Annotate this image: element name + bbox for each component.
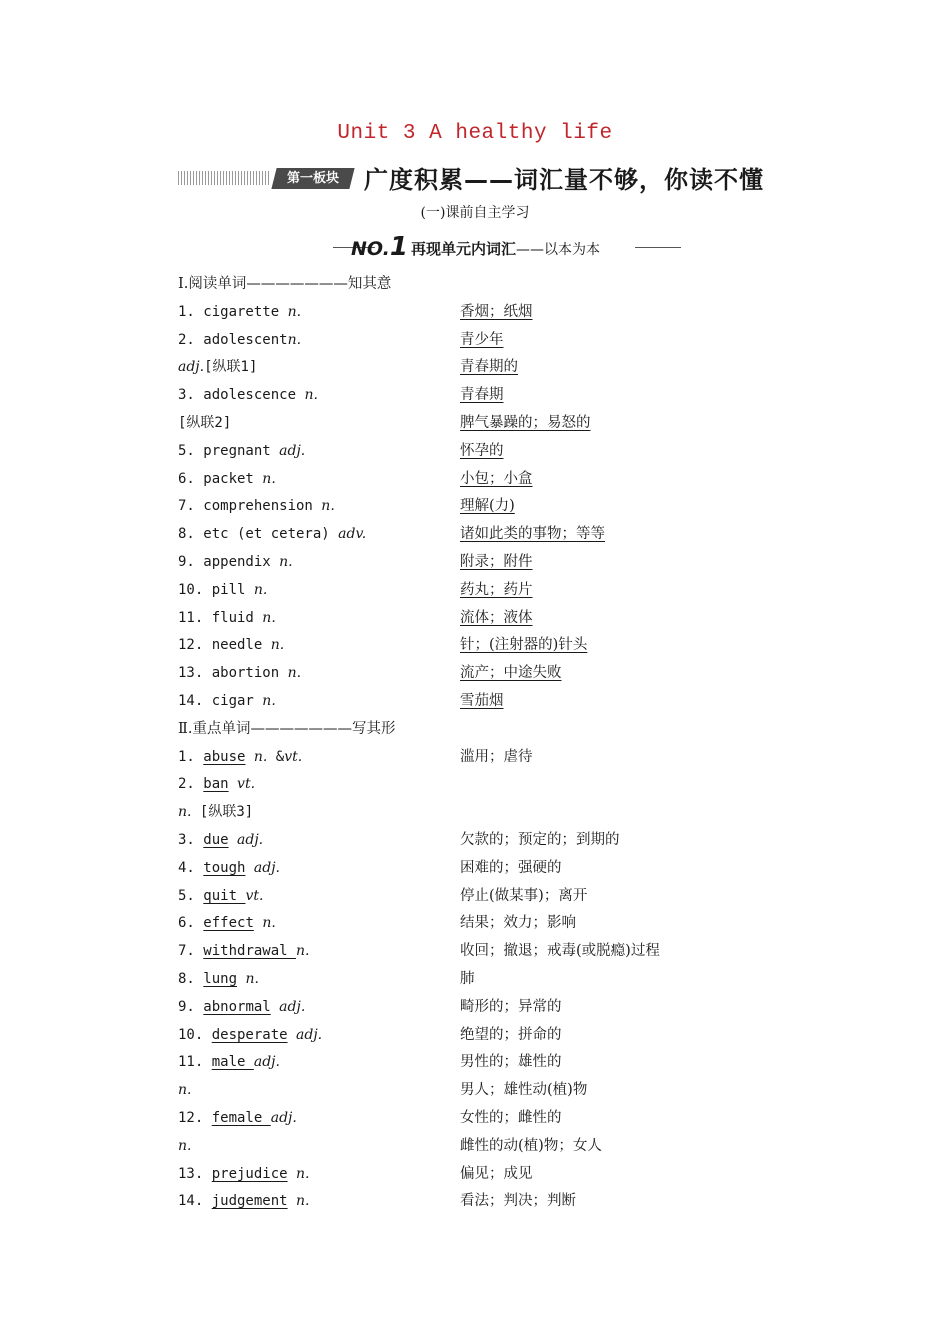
vocab-row (0, 327, 950, 355)
section-no1-header (333, 232, 683, 262)
entry-gap (245, 749, 253, 765)
vocab-entry (178, 799, 253, 827)
vocab-entry (178, 549, 293, 577)
entry-gap (288, 1193, 296, 1209)
vocab-meaning: 流体；液体 (460, 609, 533, 626)
vocab-entry (178, 1161, 309, 1189)
vocab-meaning: 困难的；强硬的 (460, 859, 562, 876)
vocab-row (0, 1161, 950, 1189)
section-no-digit: 1 (389, 232, 408, 262)
entry-gap (288, 1166, 296, 1182)
vocab-meaning: 脾气暴躁的；易怒的 (460, 414, 591, 431)
entry-prefix: 3. (178, 831, 204, 848)
entry-gap (245, 860, 253, 876)
part-of-speech: n. (178, 804, 192, 821)
entry-prefix: 9. appendix (178, 553, 280, 570)
vocab-row (0, 466, 950, 494)
vocab-meaning: 雌性的动(植)物；女人 (460, 1137, 602, 1154)
answer-word: abuse (203, 748, 246, 765)
vocab-row (0, 799, 950, 827)
section-number (351, 232, 408, 262)
entry-prefix: 8. (178, 970, 204, 987)
vocab-meaning: 香烟；纸烟 (460, 303, 533, 320)
vocab-meaning: 怀孕的 (460, 442, 504, 459)
answer-word: withdrawal (203, 943, 297, 960)
entry-prefix: 2. adolescent (178, 331, 288, 348)
part-of-speech-2: vt. (284, 748, 303, 765)
part-of-speech: n. (253, 748, 268, 765)
part-of-speech: n. (178, 1082, 192, 1099)
part-of-speech: vt. (237, 776, 256, 793)
vocab-entry (178, 771, 255, 799)
vocab-meaning: 小包；小盒 (460, 470, 533, 487)
vocab-row (0, 660, 950, 688)
part-of-speech: n. (287, 331, 302, 348)
vocab-entry (178, 688, 276, 716)
part-of-speech: n. (262, 470, 276, 487)
entry-prefix: 7. comprehension (178, 498, 322, 515)
vocab-entry (178, 605, 276, 633)
vocab-meaning: 针；(注射器的)针头 (460, 637, 588, 654)
vocab-row (0, 966, 950, 994)
entry-prefix: 10. pill (178, 581, 254, 598)
entry-prefix: 2. (178, 776, 204, 793)
vocab-row (0, 771, 950, 799)
vocab-row (0, 271, 950, 299)
entry-gap (288, 1027, 296, 1043)
answer-word: quit (203, 887, 246, 904)
vocab-row (0, 577, 950, 605)
vocab-entry (178, 855, 280, 883)
vocab-meaning: 看法；判决；判断 (460, 1193, 576, 1210)
entry-prefix: Ⅱ.重点单词———————写其形 (178, 720, 396, 737)
vocab-row (0, 688, 950, 716)
vocab-entry (178, 466, 276, 494)
vocab-meaning: 附录；附件 (460, 553, 533, 570)
part-of-speech: n. (262, 915, 276, 932)
vocab-meaning: 男人；雄性动(植)物 (460, 1082, 588, 1099)
vocab-row (0, 549, 950, 577)
vocab-row (0, 521, 950, 549)
banner-hatch-decoration (178, 171, 270, 185)
vocab-meaning: 流产；中途失败 (460, 665, 562, 682)
vocab-entry (178, 938, 309, 966)
vocab-entry (178, 577, 267, 605)
vocab-row (0, 299, 950, 327)
answer-word: ban (203, 776, 229, 793)
vocab-row (0, 716, 950, 744)
part-of-speech: adj. (253, 859, 280, 876)
vocab-row (0, 493, 950, 521)
vocabulary-list (0, 271, 950, 1216)
vocab-row (0, 910, 950, 938)
vocab-entry (178, 744, 302, 772)
vocab-entry (178, 271, 391, 299)
entry-prefix: 14. (178, 1193, 212, 1210)
vocab-entry (178, 716, 395, 744)
section-no-prefix: NO. (351, 238, 390, 260)
vocab-meaning: 理解(力) (460, 498, 515, 515)
vocab-entry (178, 493, 335, 521)
part-of-speech: n. (321, 498, 335, 515)
part-of-speech: n. (245, 970, 259, 987)
vocab-row (0, 938, 950, 966)
entry-prefix: 5. (178, 887, 204, 904)
answer-word: lung (203, 970, 238, 987)
vocab-entry (178, 910, 276, 938)
part-of-speech: n. (270, 637, 285, 654)
vocab-row (0, 1188, 950, 1216)
entry-suffix: [纵联3] (191, 804, 254, 821)
entry-prefix: 14. cigar (178, 692, 263, 709)
part-of-speech: n. (178, 1137, 192, 1154)
vocab-meaning: 停止(做某事)；离开 (460, 887, 588, 904)
vocab-meaning: 结果；效力；影响 (460, 915, 576, 932)
vocab-entry (178, 1188, 309, 1216)
vocab-meaning: 青春期 (460, 387, 504, 404)
vocab-meaning: 收回；撤退；戒毒(或脱瘾)过程 (460, 943, 660, 960)
part-of-speech: vt. (245, 887, 264, 904)
entry-prefix: 9. (178, 998, 204, 1015)
entry-gap (229, 832, 237, 848)
vocab-meaning: 偏见；成见 (460, 1165, 533, 1182)
vocab-row (0, 1105, 950, 1133)
answer-word: due (203, 831, 229, 848)
entry-prefix: 12. needle (178, 637, 271, 654)
vocab-row (0, 1049, 950, 1077)
vocab-entry (178, 966, 259, 994)
entry-prefix: 1. cigarette (178, 303, 288, 320)
entry-prefix: 12. (178, 1109, 212, 1126)
part-of-speech: n. (287, 665, 302, 682)
entry-prefix: [纵联2] (178, 414, 232, 431)
entry-prefix: 11. (178, 1054, 212, 1071)
part-of-speech: n. (296, 1165, 310, 1182)
vocab-row (0, 994, 950, 1022)
vocab-entry (178, 1133, 191, 1161)
entry-gap (271, 999, 279, 1015)
vocab-row (0, 605, 950, 633)
vocab-row (0, 1077, 950, 1105)
vocab-entry (178, 632, 284, 660)
vocab-entry (178, 438, 305, 466)
vocab-row (0, 827, 950, 855)
vocab-meaning: 滥用；虐待 (460, 748, 533, 765)
vocab-entry (178, 354, 257, 382)
part-of-speech: n. (262, 609, 276, 626)
answer-word: abnormal (203, 998, 271, 1015)
vocab-entry (178, 994, 305, 1022)
section-title-main: 再现单元内词汇 (411, 240, 517, 258)
answer-word: desperate (211, 1026, 288, 1043)
answer-word: effect (203, 915, 254, 932)
vocab-entry (178, 1022, 322, 1050)
vocab-meaning: 绝望的；拼命的 (460, 1026, 562, 1043)
vocab-row (0, 855, 950, 883)
answer-word: judgement (211, 1193, 288, 1210)
part-of-speech: adj. (178, 359, 205, 376)
answer-word: tough (203, 859, 246, 876)
entry-prefix: 13. abortion (178, 665, 288, 682)
vocab-row (0, 1022, 950, 1050)
vocab-meaning: 女性的；雌性的 (460, 1109, 562, 1126)
vocab-entry (178, 299, 301, 327)
vocab-row (0, 354, 950, 382)
vocab-entry (178, 827, 263, 855)
vocab-row (0, 382, 950, 410)
section-title (411, 238, 600, 259)
vocab-entry (178, 883, 263, 911)
entry-gap (229, 776, 237, 792)
vocab-row (0, 438, 950, 466)
entry-prefix: 8. etc (et cetera) (178, 526, 339, 543)
vocab-entry (178, 1049, 280, 1077)
vocab-meaning: 青少年 (460, 331, 504, 348)
entry-prefix: 4. (178, 859, 204, 876)
vocab-meaning: 肺 (460, 970, 475, 987)
divider-right (635, 247, 681, 248)
page-title: Unit 3 A healthy life (337, 122, 613, 145)
part-of-speech: n. (262, 692, 276, 709)
answer-word: prejudice (211, 1165, 288, 1182)
part-of-speech: adj. (296, 1026, 323, 1043)
entry-prefix: 10. (178, 1026, 212, 1043)
vocab-entry (178, 410, 231, 438)
part-of-speech: n. (304, 387, 318, 404)
vocab-meaning: 畸形的；异常的 (460, 998, 562, 1015)
vocab-entry (178, 1105, 297, 1133)
part-of-speech: n. (296, 943, 310, 960)
vocab-meaning: 诸如此类的事物；等等 (460, 526, 605, 543)
part-of-speech: adj. (279, 442, 306, 459)
vocab-meaning: 青春期的 (460, 359, 518, 376)
entry-suffix: [纵联1] (204, 359, 258, 376)
vocab-meaning: 欠款的；预定的；到期的 (460, 831, 620, 848)
part-of-speech: n. (279, 553, 293, 570)
entry-prefix: 6. packet (178, 470, 263, 487)
vocab-entry (178, 521, 366, 549)
vocab-entry (178, 660, 301, 688)
vocab-entry (178, 1077, 191, 1105)
entry-prefix: 1. (178, 748, 204, 765)
vocab-row (0, 883, 950, 911)
vocab-row (0, 632, 950, 660)
part-of-speech: adj. (279, 998, 306, 1015)
vocab-row (0, 1133, 950, 1161)
answer-word: female (211, 1109, 271, 1126)
part-of-speech: adv. (338, 526, 367, 543)
entry-prefix: 13. (178, 1165, 212, 1182)
banner-tag-label: 第一板块 (286, 171, 339, 186)
part-of-speech: n. (253, 581, 268, 598)
entry-prefix: 6. (178, 915, 204, 932)
entry-suffix: & (267, 748, 285, 765)
section-title-sub: ——以本为本 (516, 242, 601, 258)
banner-heading: 广度积累——词汇量不够，你读不懂 (364, 166, 764, 194)
section-banner (178, 160, 764, 194)
part-of-speech: n. (287, 303, 302, 320)
vocab-meaning: 雪茄烟 (460, 692, 504, 709)
entry-prefix: 5. pregnant (178, 442, 280, 459)
vocab-entry (178, 327, 301, 355)
entry-prefix: 7. (178, 943, 204, 960)
part-of-speech: adj. (237, 831, 264, 848)
entry-prefix: Ⅰ.阅读单词———————知其意 (178, 276, 392, 292)
vocab-row (0, 410, 950, 438)
entry-prefix: 3. adolescence (178, 387, 305, 404)
vocab-meaning: 男性的；雄性的 (460, 1054, 562, 1071)
subheading: (一)课前自主学习 (420, 205, 530, 221)
answer-word: male (211, 1054, 254, 1071)
part-of-speech: adj. (270, 1109, 297, 1126)
part-of-speech: n. (296, 1193, 310, 1210)
entry-prefix: 11. fluid (178, 609, 263, 626)
vocab-meaning: 药丸；药片 (460, 581, 533, 598)
vocab-entry (178, 382, 318, 410)
banner-tag (271, 168, 354, 189)
vocab-row (0, 744, 950, 772)
part-of-speech: adj. (253, 1054, 280, 1071)
